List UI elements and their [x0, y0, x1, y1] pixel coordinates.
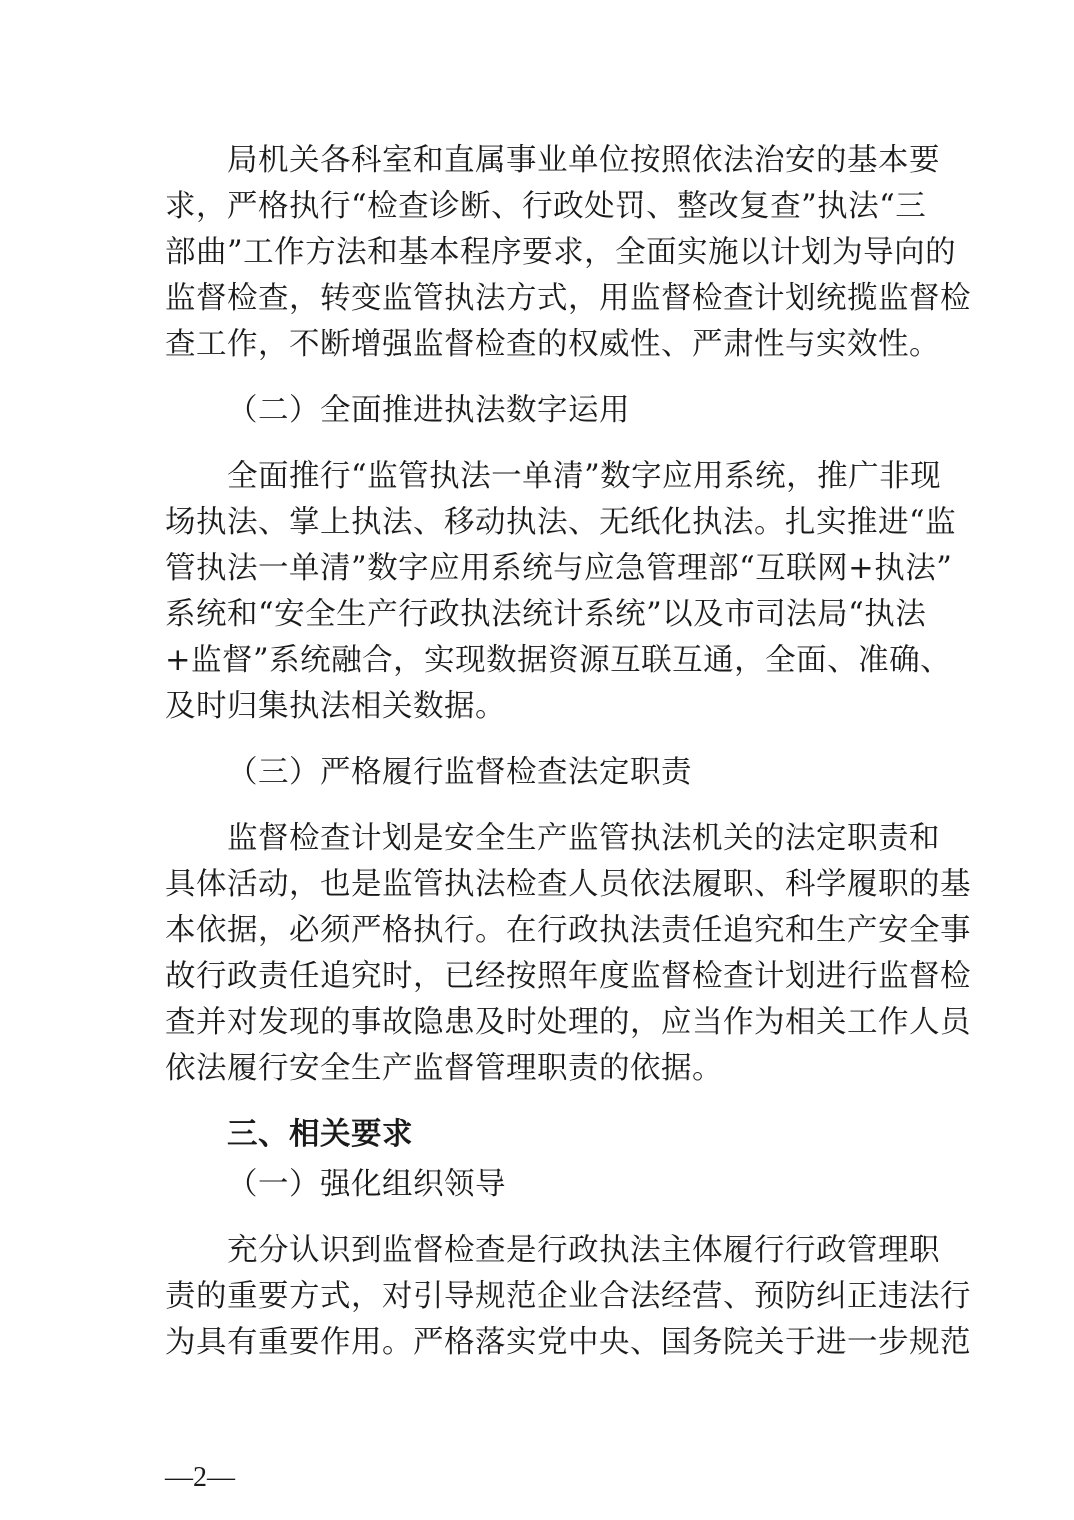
paragraph-2 [165, 454, 957, 730]
text-line: +监督”系统融合，实现数据资源互联互通，全面、准确、 [165, 643, 952, 678]
text-line: 责的重要方式，对引导规范企业合法经营、预防纠正违法行 [165, 1279, 971, 1314]
text-line: 查并对发现的事故隐患及时处理的，应当作为相关工作人员 [165, 1005, 971, 1040]
document-body [165, 138, 971, 1366]
paragraph-3 [165, 816, 971, 1092]
text-line: 具体活动，也是监管执法检查人员依法履职、科学履职的基 [165, 867, 971, 902]
text-line: 本依据，必须严格执行。在行政执法责任追究和生产安全事 [165, 913, 971, 948]
text-line: 系统和“安全生产行政执法统计系统”以及市司法局“执法 [165, 597, 927, 632]
text-line: 管执法一单清”数字应用系统与应急管理部“互联网+执法” [165, 551, 953, 586]
text-line: 为具有重要作用。严格落实党中央、国务院关于进一步规范 [165, 1325, 971, 1360]
section-heading-3: 三、相关要求 [227, 1117, 413, 1152]
subheading-2: （二）全面推进执法数字运用 [227, 393, 630, 428]
subheading-3: （三）严格履行监督检查法定职责 [227, 755, 692, 790]
text-line: 监督检查计划是安全生产监管执法机关的法定职责和 [227, 821, 940, 856]
subheading-1: （一）强化组织领导 [227, 1167, 506, 1202]
text-line: 部曲”工作方法和基本程序要求，全面实施以计划为导向的 [165, 235, 957, 270]
text-line: 局机关各科室和直属事业单位按照依法治安的基本要 [227, 143, 940, 178]
text-line: 故行政责任追究时，已经按照年度监督检查计划进行监督检 [165, 959, 971, 994]
text-line: 求，严格执行“检查诊断、行政处罚、整改复查”执法“三 [165, 189, 927, 224]
text-line: 场执法、掌上执法、移动执法、无纸化执法。扎实推进“监 [165, 505, 957, 540]
text-line: 依法履行安全生产监督管理职责的依据。 [165, 1051, 723, 1086]
page-number: —2— [165, 1462, 235, 1493]
text-line: 查工作，不断增强监督检查的权威性、严肃性与实效性。 [165, 327, 940, 362]
paragraph-1 [165, 138, 971, 368]
text-line: 及时归集执法相关数据。 [165, 689, 506, 724]
text-line: 全面推行“监管执法一单清”数字应用系统，推广非现 [227, 459, 942, 494]
paragraph-4 [165, 1228, 971, 1366]
text-line: 充分认识到监督检查是行政执法主体履行行政管理职 [227, 1233, 940, 1268]
text-line: 监督检查，转变监管执法方式，用监督检查计划统揽监督检 [165, 281, 971, 316]
